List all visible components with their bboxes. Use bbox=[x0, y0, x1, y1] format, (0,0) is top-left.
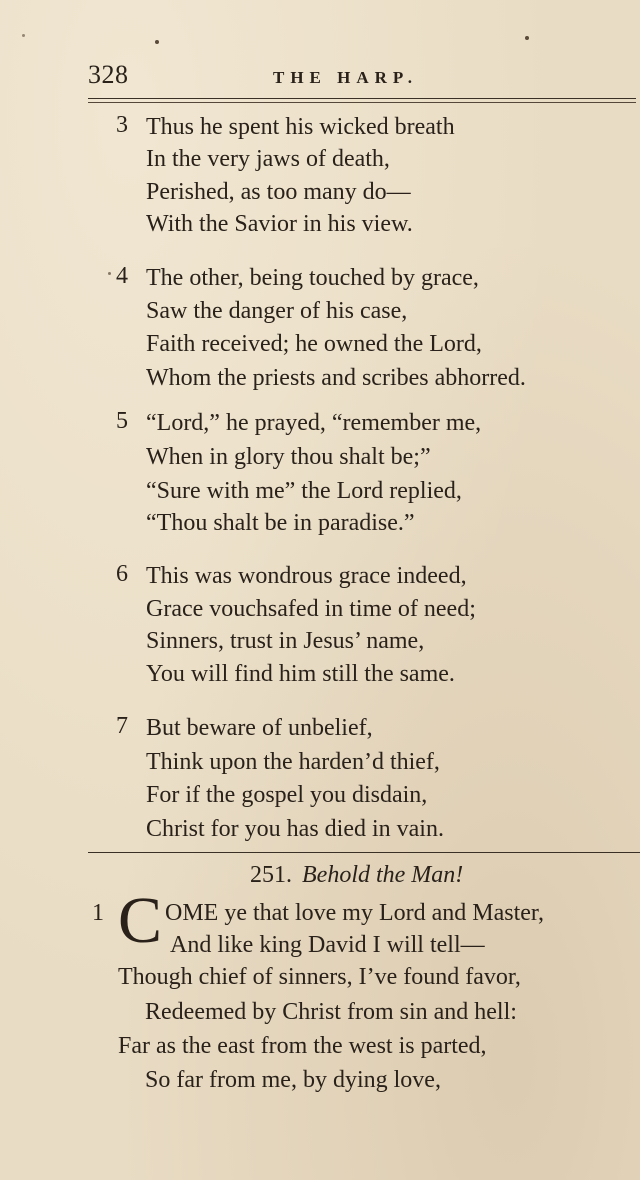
stanza-number: 3 bbox=[116, 112, 128, 138]
page-header bbox=[88, 60, 608, 96]
verse-line: “Sure with me” the Lord replied, bbox=[146, 478, 462, 504]
hymn-title bbox=[250, 862, 463, 889]
verse-line: Though chief of sinners, I’ve found favor, bbox=[118, 964, 521, 990]
verse-line: Grace vouchsafed in time of need; bbox=[146, 596, 476, 622]
paper-speck bbox=[525, 36, 529, 40]
running-head: THE HARP. bbox=[273, 68, 419, 87]
verse-line: In the very jaws of death, bbox=[146, 146, 390, 172]
stanza-number: 4 bbox=[116, 263, 128, 289]
paper-speck bbox=[155, 40, 159, 44]
hymn-divider bbox=[88, 852, 640, 853]
stanza-number: 6 bbox=[116, 561, 128, 587]
hymn-number: 251. bbox=[250, 862, 292, 888]
page-number: 328 bbox=[88, 60, 129, 89]
verse-line: When in glory thou shalt be;” bbox=[146, 444, 431, 470]
verse-line: “Thou shalt be in paradise.” bbox=[146, 510, 415, 536]
verse-line: OME ye that love my Lord and Master, bbox=[165, 900, 544, 926]
paper-speck bbox=[22, 34, 25, 37]
verse-line: And like king David I will tell— bbox=[170, 932, 485, 958]
verse-line: Whom the priests and scribes abhorred. bbox=[146, 365, 526, 391]
verse-line: Sinners, trust in Jesus’ name, bbox=[146, 628, 425, 654]
verse-line: With the Savior in his view. bbox=[146, 211, 413, 237]
verse-line: You will find him still the same. bbox=[146, 661, 455, 687]
header-rule-secondary bbox=[88, 102, 636, 103]
verse-line: “Lord,” he prayed, “remember me, bbox=[146, 410, 482, 436]
verse-line: Far as the east from the west is parted, bbox=[118, 1033, 487, 1059]
stanza-number: 1 bbox=[92, 900, 104, 926]
stanza-number: 7 bbox=[116, 713, 128, 739]
hymn-name: Behold the Man! bbox=[302, 862, 464, 888]
paper-speck bbox=[108, 272, 111, 275]
verse-line: Think upon the harden’d thief, bbox=[146, 749, 440, 775]
verse-line: Saw the danger of his case, bbox=[146, 298, 408, 324]
verse-line: Faith received; he owned the Lord, bbox=[146, 331, 482, 357]
verse-line: Christ for you has died in vain. bbox=[146, 816, 444, 842]
verse-line: This was wondrous grace indeed, bbox=[146, 563, 467, 589]
header-rule bbox=[88, 98, 636, 99]
verse-line: But beware of unbelief, bbox=[146, 715, 373, 741]
verse-line: So far from me, by dying love, bbox=[145, 1067, 441, 1093]
verse-line: For if the gospel you disdain, bbox=[146, 782, 428, 808]
verse-line: Perished, as too many do— bbox=[146, 179, 411, 205]
verse-line: The other, being touched by grace, bbox=[146, 265, 479, 291]
stanza-number: 5 bbox=[116, 408, 128, 434]
drop-cap: C bbox=[118, 884, 163, 957]
verse-line: Thus he spent his wicked breath bbox=[146, 114, 455, 140]
verse-line: Redeemed by Christ from sin and hell: bbox=[145, 999, 517, 1025]
